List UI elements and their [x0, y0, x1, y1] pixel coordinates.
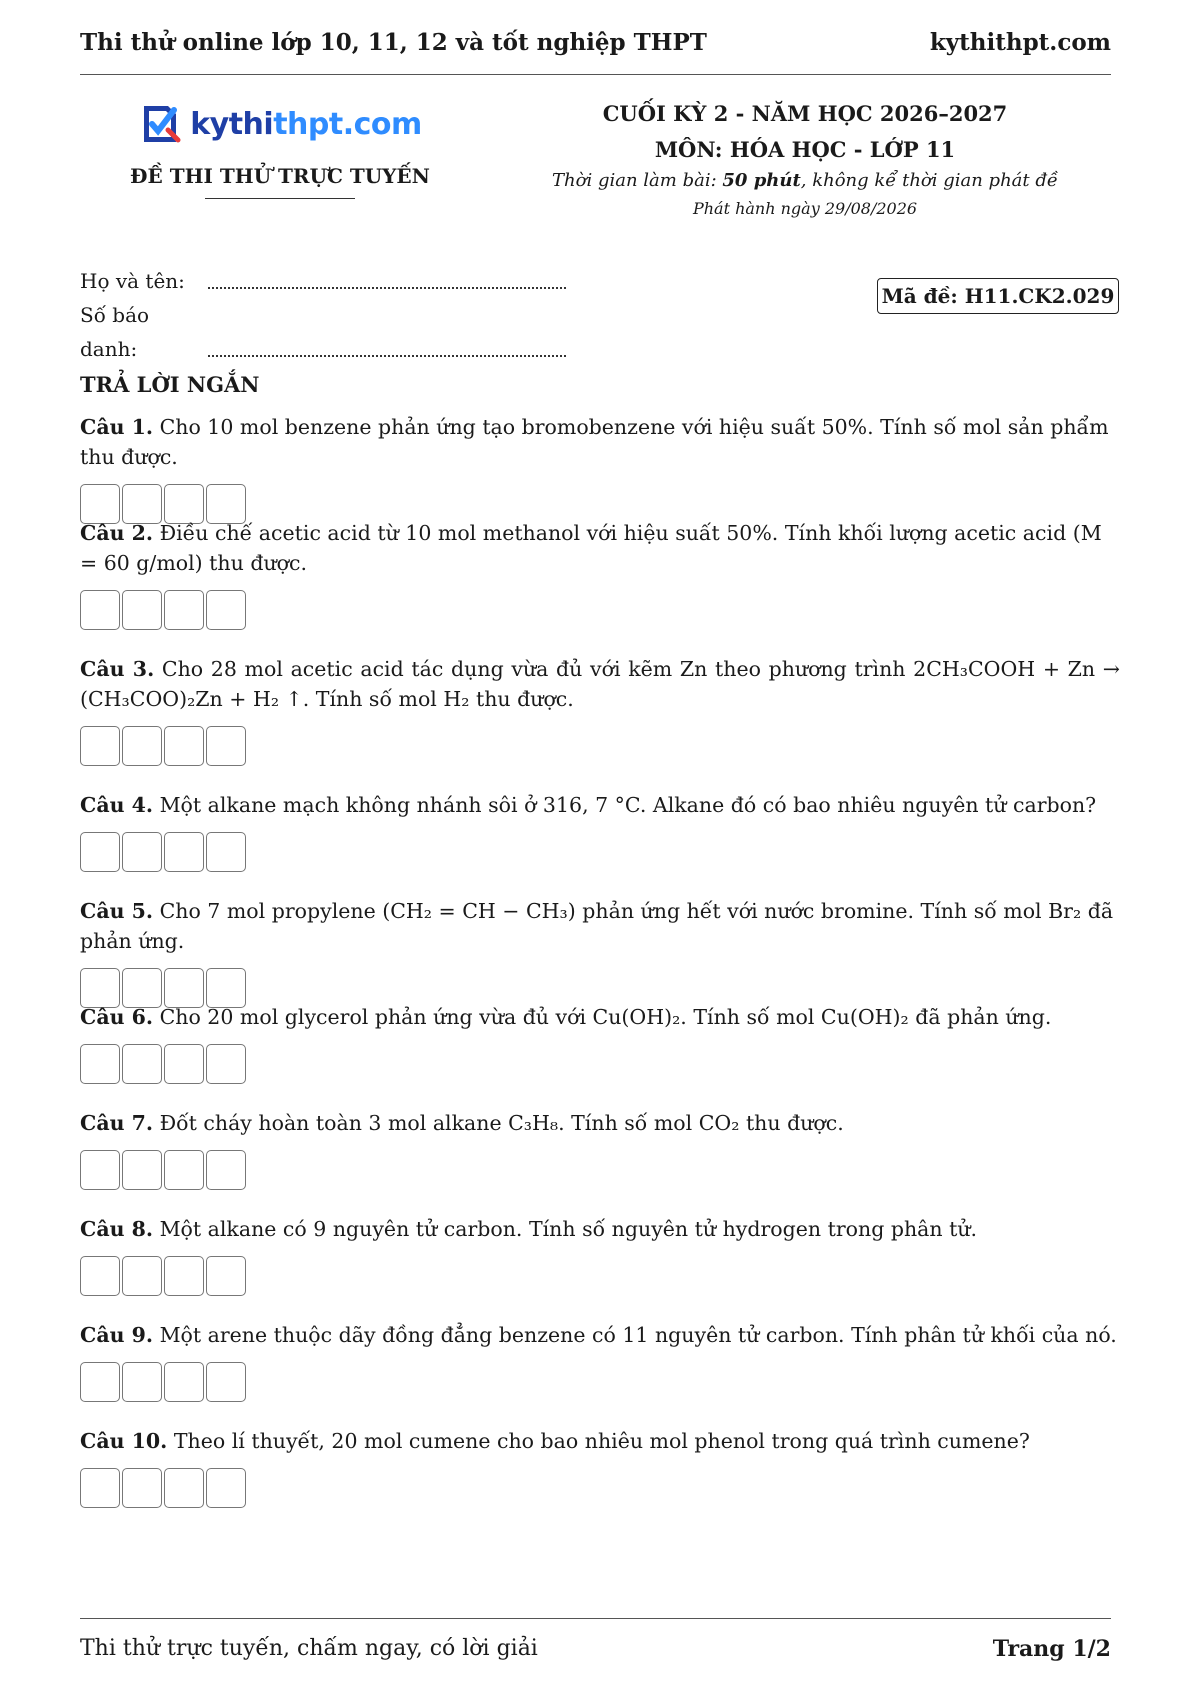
answer-boxes-9 — [80, 1362, 1120, 1402]
header-rule — [80, 74, 1111, 75]
logo-text: kythithpt.com — [190, 106, 422, 142]
name-label: Họ và tên: — [80, 269, 185, 293]
id-label: Số báo danh: — [80, 303, 150, 361]
question-5: Câu 5. Cho 7 mol propylene (CH₂ = CH − CH₃) phản ứng hết với nước bromine. Tính số mol Br₂ đã phản ứng. — [80, 896, 1120, 1008]
id-field[interactable] — [208, 337, 566, 357]
answer-box[interactable] — [80, 590, 120, 630]
question-8: Câu 8. Một alkane có 9 nguyên tử carbon. Tính số nguyên tử hydrogen trong phân tử. — [80, 1214, 1120, 1296]
answer-box[interactable] — [164, 1362, 204, 1402]
question-7: Câu 7. Đốt cháy hoàn toàn 3 mol alkane C₃H₈. Tính số mol CO₂ thu được. — [80, 1108, 1120, 1190]
answer-boxes-7 — [80, 1150, 1120, 1190]
question-9: Câu 9. Một arene thuộc dãy đồng đẳng benzene có 11 nguyên tử carbon. Tính phân tử khối của nó. — [80, 1320, 1120, 1402]
answer-boxes-3 — [80, 726, 1120, 766]
page-header — [80, 22, 1111, 62]
exam-subject: MÔN: HÓA HỌC - LỚP 11 — [654, 137, 956, 162]
question-10: Câu 10. Theo lí thuyết, 20 mol cumene cho bao nhiêu mol phenol trong quá trình cumene? — [80, 1426, 1120, 1508]
answer-box[interactable] — [122, 1044, 162, 1084]
answer-box[interactable] — [206, 832, 246, 872]
answer-box[interactable] — [80, 726, 120, 766]
answer-box[interactable] — [122, 1150, 162, 1190]
subtitle: ĐỀ THI THỬ TRỰC TUYẾN — [130, 164, 430, 188]
answer-box[interactable] — [206, 1044, 246, 1084]
answer-box[interactable] — [164, 1150, 204, 1190]
logo-check-icon — [138, 100, 184, 148]
answer-box[interactable] — [206, 590, 246, 630]
answer-box[interactable] — [122, 726, 162, 766]
answer-box[interactable] — [164, 1468, 204, 1508]
answer-box[interactable] — [206, 1256, 246, 1296]
answer-boxes-4 — [80, 832, 1120, 872]
page-number: Trang 1/2 — [992, 1636, 1111, 1662]
answer-box[interactable] — [164, 1256, 204, 1296]
exam-title: CUỐI KỲ 2 - NĂM HỌC 2026–2027 — [602, 101, 1008, 126]
answer-boxes-8 — [80, 1256, 1120, 1296]
answer-box[interactable] — [80, 1150, 120, 1190]
subtitle-rule — [205, 198, 355, 199]
answer-box[interactable] — [80, 1468, 120, 1508]
answer-boxes-10 — [80, 1468, 1120, 1508]
question-4: Câu 4. Một alkane mạch không nhánh sôi ở 316, 7 °C. Alkane đó có bao nhiêu nguyên tử carbon? — [80, 790, 1120, 872]
page-footer — [80, 1636, 1111, 1662]
name-field[interactable] — [208, 269, 566, 289]
answer-box[interactable] — [80, 1044, 120, 1084]
answer-box[interactable] — [164, 832, 204, 872]
exam-time: Thời gian làm bài: 50 phút, không kể thời gian phát đề — [552, 170, 1058, 191]
exam-info — [540, 96, 1070, 218]
answer-box[interactable] — [164, 1044, 204, 1084]
header-site: kythithpt.com — [929, 28, 1111, 56]
logo — [138, 100, 422, 148]
student-info — [80, 264, 566, 366]
answer-box[interactable] — [122, 1362, 162, 1402]
answer-box[interactable] — [206, 1150, 246, 1190]
header-title: Thi thử online lớp 10, 11, 12 và tốt nghiệp THPT — [80, 28, 707, 56]
question-1: Câu 1. Cho 10 mol benzene phản ứng tạo bromobenzene với hiệu suất 50%. Tính số mol sản phẩm thu được. — [80, 412, 1120, 524]
footer-rule — [80, 1618, 1111, 1619]
answer-box[interactable] — [122, 832, 162, 872]
answer-box[interactable] — [206, 1362, 246, 1402]
footer-tagline: Thi thử trực tuyến, chấm ngay, có lời giải — [80, 1636, 538, 1661]
answer-boxes-6 — [80, 1044, 1120, 1084]
answer-box[interactable] — [80, 1362, 120, 1402]
answer-boxes-2 — [80, 590, 1120, 630]
answer-box[interactable] — [122, 1256, 162, 1296]
answer-box[interactable] — [164, 726, 204, 766]
question-2: Câu 2. Điều chế acetic acid từ 10 mol methanol với hiệu suất 50%. Tính khối lượng acetic acid (M = 60 g/mol) thu được. — [80, 518, 1120, 630]
answer-box[interactable] — [122, 590, 162, 630]
answer-box[interactable] — [122, 1468, 162, 1508]
answer-box[interactable] — [164, 590, 204, 630]
section-title: TRẢ LỜI NGẮN — [80, 372, 260, 397]
exam-code-badge: Mã đề: H11.CK2.029 — [877, 278, 1119, 314]
answer-box[interactable] — [206, 1468, 246, 1508]
logo-block — [100, 100, 460, 199]
answer-box[interactable] — [206, 726, 246, 766]
answer-box[interactable] — [80, 832, 120, 872]
question-6: Câu 6. Cho 20 mol glycerol phản ứng vừa đủ với Cu(OH)₂. Tính số mol Cu(OH)₂ đã phản ứng. — [80, 1002, 1120, 1084]
question-3: Câu 3. Cho 28 mol acetic acid tác dụng vừa đủ với kẽm Zn theo phương trình 2CH₃COOH + Zn → (CH₃COO)₂Zn + H₂ ↑. Tính số mol H₂ thu được. — [80, 654, 1120, 766]
answer-box[interactable] — [80, 1256, 120, 1296]
exam-issued-date: Phát hành ngày 29/08/2026 — [692, 199, 918, 218]
